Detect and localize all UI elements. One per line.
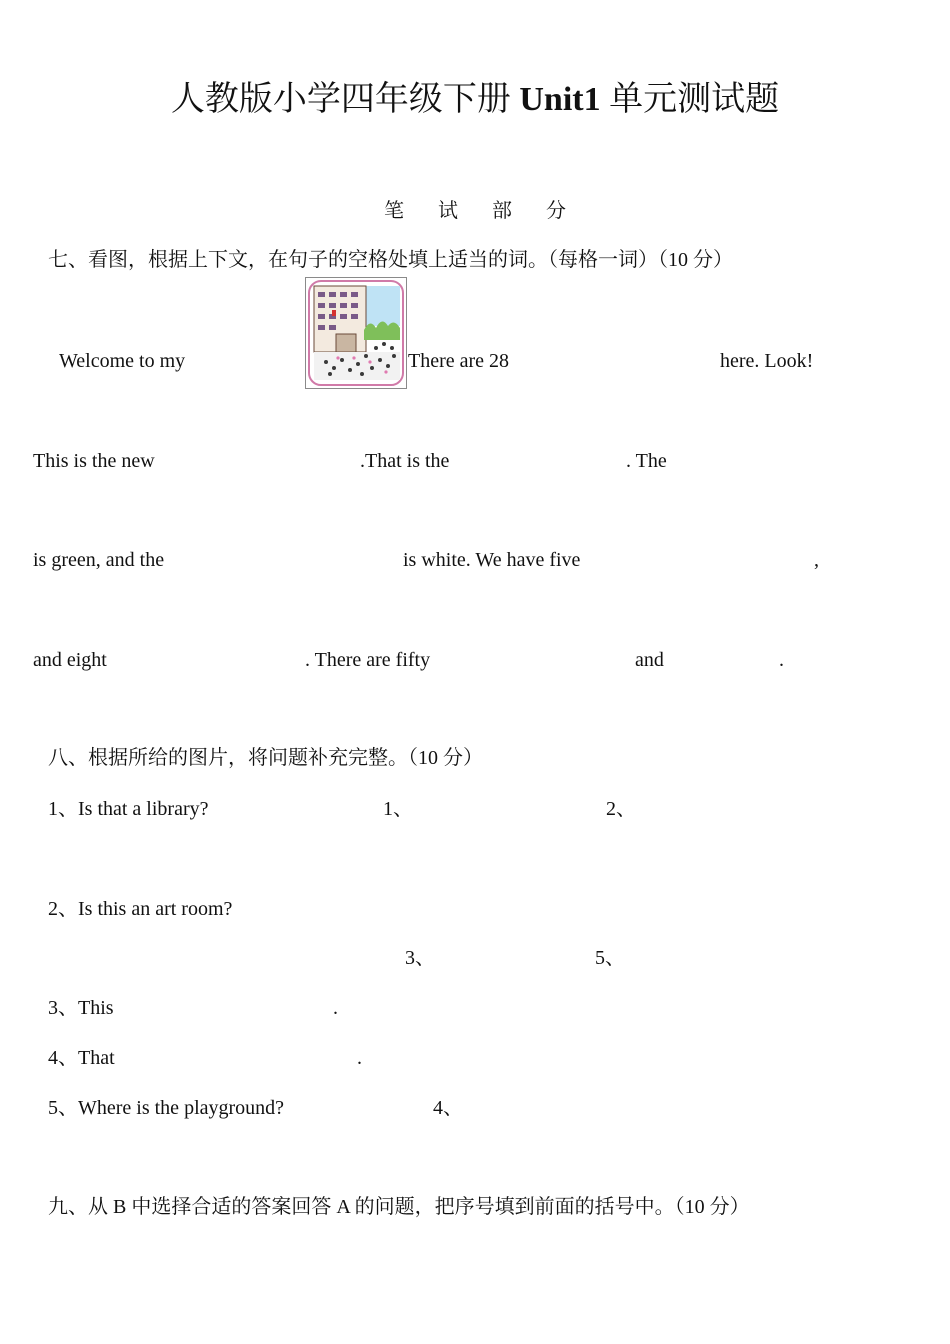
q7-line4-c: and [635,649,664,671]
q7-line2-a: This is the new [33,450,155,472]
q8-picture-label-5: 5、 [595,947,625,969]
q8-instruction: 八、根据所给的图片，将问题补充完整。（10 分） [48,747,483,769]
q8-picture-label-2: 2、 [606,798,636,820]
q7-line4-d: . [779,649,784,671]
q8-item-2: 2、Is this an art room? [48,898,233,920]
q7-instruction: 七、看图，根据上下文，在句子的空格处填上适当的词。（每格一词）（10 分） [48,249,733,271]
q9-instruction: 九、从 B 中选择合适的答案回答 A 的问题，把序号填到前面的括号中。（10 分） [48,1196,750,1218]
q8-item-3-period: . [333,997,338,1019]
title-suffix: 单元测试题 [600,81,780,118]
q7-line4-a: and eight [33,649,107,671]
q7-line1-b: There are 28 [408,350,510,372]
title-prefix: 人教版小学四年级下册 [170,81,520,118]
school-picture-icon [305,277,407,389]
q8-picture-label-1: 1、 [383,798,413,820]
q8-item-1: 1、Is that a library? [48,798,209,820]
q8-item-4: 4、That [48,1047,115,1069]
q7-line1-c: here. Look! [720,350,814,372]
q8-picture-label-3: 3、 [405,947,435,969]
q7-line2-b: .That is the [360,450,450,472]
q7-line3-c: , [814,549,819,571]
title-unit: Unit1 [519,81,601,118]
q7-line4-b: . There are fifty [305,649,431,671]
q8-item-4-period: . [357,1047,362,1069]
q8-item-3: 3、This [48,997,114,1019]
section-heading: 笔试部分 [384,200,600,222]
q7-line2-c: . The [626,450,667,472]
q7-line3-a: is green, and the [33,549,165,571]
q8-item-5: 5、Where is the playground? [48,1097,285,1119]
q8-picture-label-4: 4、 [433,1097,463,1119]
page-title [0,78,950,122]
q7-line3-b: is white. We have five [403,549,581,571]
q7-line1-a: Welcome to my [59,350,186,372]
